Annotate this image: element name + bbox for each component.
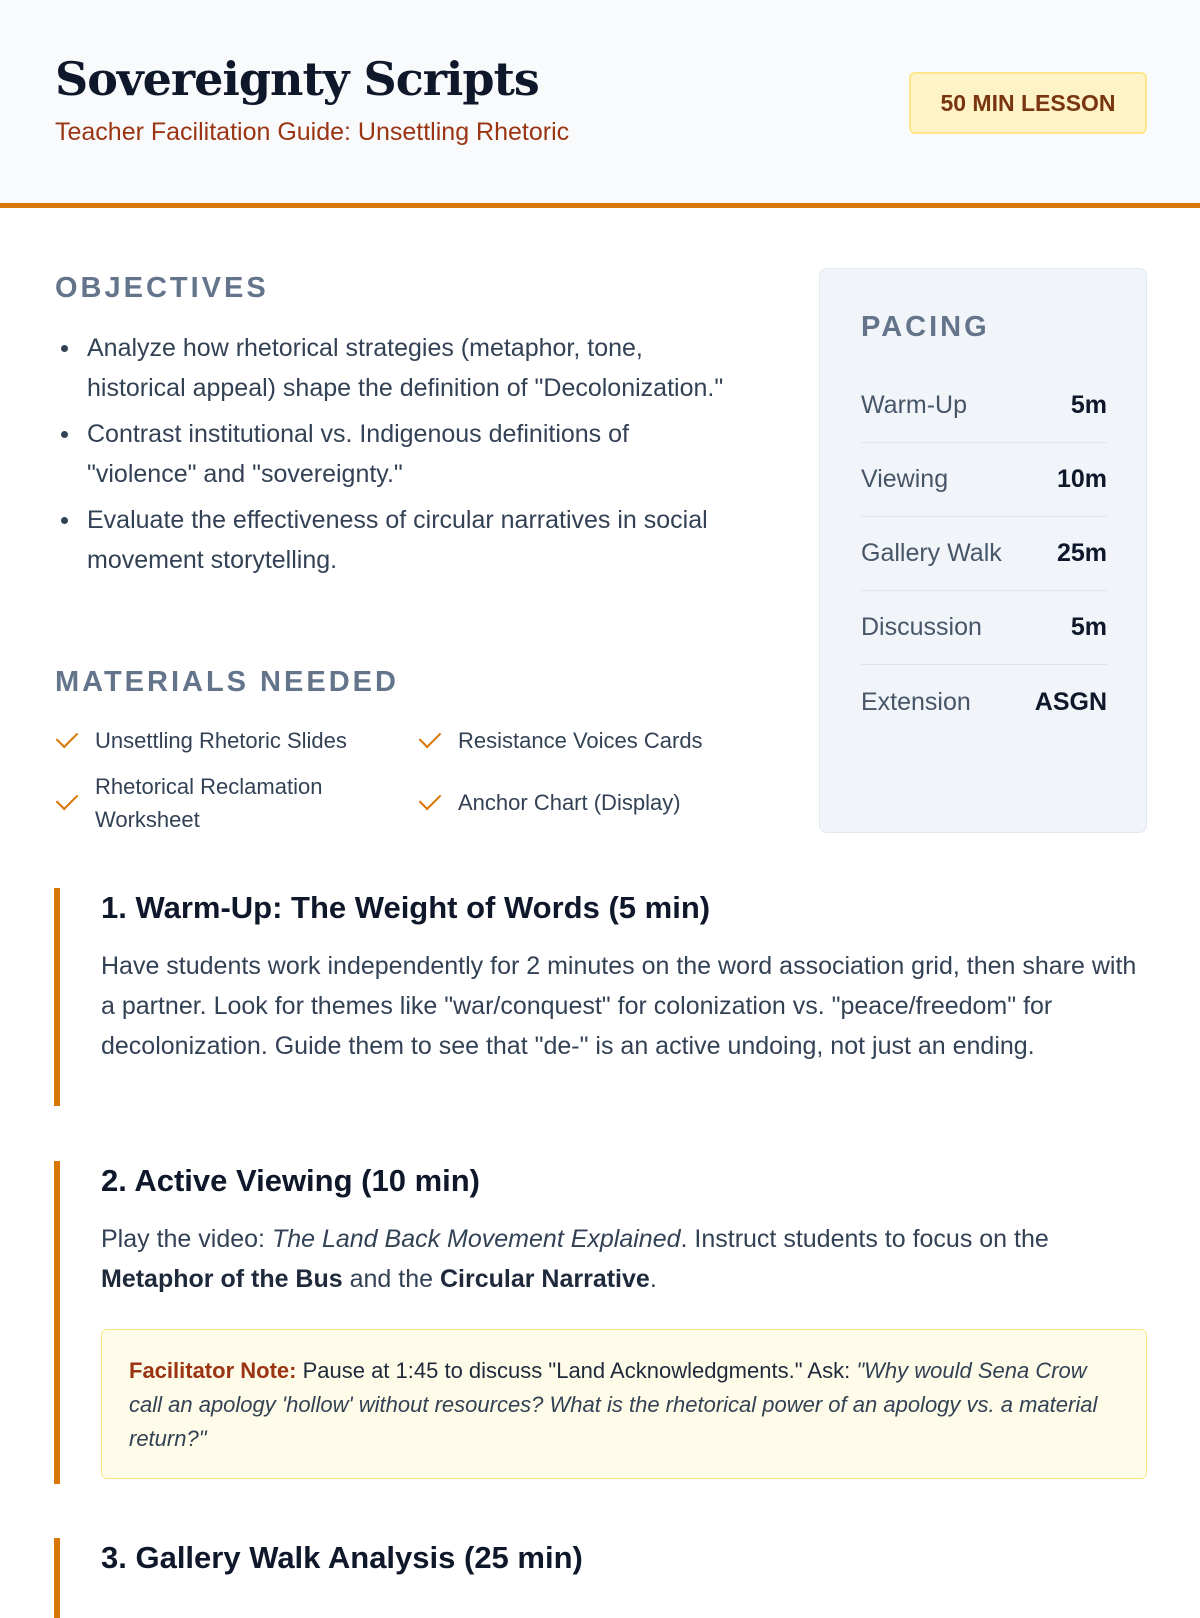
objective-item: Evaluate the effectiveness of circular narratives in social movement storytelling. [55,500,745,580]
step-body: Have students work independently for 2 minutes on the word association grid, then share with a partner. Look for themes like "war/conquest" for colonization vs. "peace/freedom" for decolonization. Guide them to see that "de-" is an active undoing, not just an ending. [101,952,1137,1060]
pacing-label: Warm-Up [861,391,968,419]
pacing-card [819,268,1147,833]
material-label: Anchor Chart (Display) [458,790,681,815]
materials-list [55,718,755,838]
pacing-value: 25m [1056,539,1107,567]
step-title: 2. Active Viewing (10 min) [101,1163,481,1198]
pacing-row [861,369,1107,443]
note-label: Facilitator Note: [129,1358,297,1383]
materials-heading: MATERIALS NEEDED [55,666,399,698]
pacing-label: Viewing [861,465,949,493]
focus-metaphor: Metaphor of the Bus [101,1265,343,1293]
objective-item: Contrast institutional vs. Indigenous definitions of "violence" and "sovereignty." [55,414,745,494]
pacing-value: 5m [1070,391,1107,419]
objectives-list [55,328,745,586]
check-icon [56,788,79,811]
page-subtitle: Teacher Facilitation Guide: Unsettling Rhetoric [55,118,570,146]
pacing-value: 10m [1056,465,1107,493]
step-body: Play the video: The Land Back Movement Explained. Instruct students to focus on the Metaphor of the Bus and the Circular Narrative. [101,1225,1049,1293]
pacing-label: Extension [861,687,971,716]
page-title: Sovereignty Scripts [55,52,539,106]
check-icon [56,725,79,748]
note-quote: "Why would Sena Crow call an apology 'hollow' without resources? What is the rhetorical power of an apology vs. a material return?" [129,1358,1098,1451]
pacing-row [861,591,1107,665]
note-text: Pause at 1:45 to discuss "Land Acknowledgments." Ask: [296,1358,857,1383]
check-icon [419,787,442,810]
pacing-value: 5m [1070,613,1107,641]
step-title: 3. Gallery Walk Analysis (25 min) [101,1540,583,1575]
objectives-heading: OBJECTIVES [55,272,269,304]
pacing-label: Gallery Walk [861,539,1002,567]
lesson-duration-badge: 50 MIN LESSON [909,72,1147,134]
material-label: Rhetorical Reclamation Worksheet [95,774,323,832]
material-item [57,724,347,757]
pacing-row [861,517,1107,591]
pacing-row [861,665,1107,739]
pacing-label: Discussion [861,613,982,641]
material-item [57,770,357,836]
pacing-value: ASGN [1034,687,1107,716]
step-gallery-walk [54,1538,1147,1618]
material-label: Unsettling Rhetoric Slides [95,728,347,753]
facilitator-note [101,1329,1147,1479]
pacing-row [861,443,1107,517]
pacing-rows [861,369,1107,739]
video-title: The Land Back Movement Explained [271,1225,681,1253]
pacing-heading: PACING [861,311,990,343]
objective-item: Analyze how rhetorical strategies (metaphor, tone, historical appeal) shape the definition of "Decolonization." [55,328,745,408]
check-icon [419,725,442,748]
material-label: Resistance Voices Cards [458,728,703,753]
page-header [0,0,1200,208]
material-item [420,724,703,757]
step-warm-up [54,888,1147,1106]
material-item [420,786,681,819]
step-title: 1. Warm-Up: The Weight of Words (5 min) [101,890,711,925]
step-active-viewing [54,1161,1147,1484]
focus-narrative: Circular Narrative [439,1265,650,1293]
